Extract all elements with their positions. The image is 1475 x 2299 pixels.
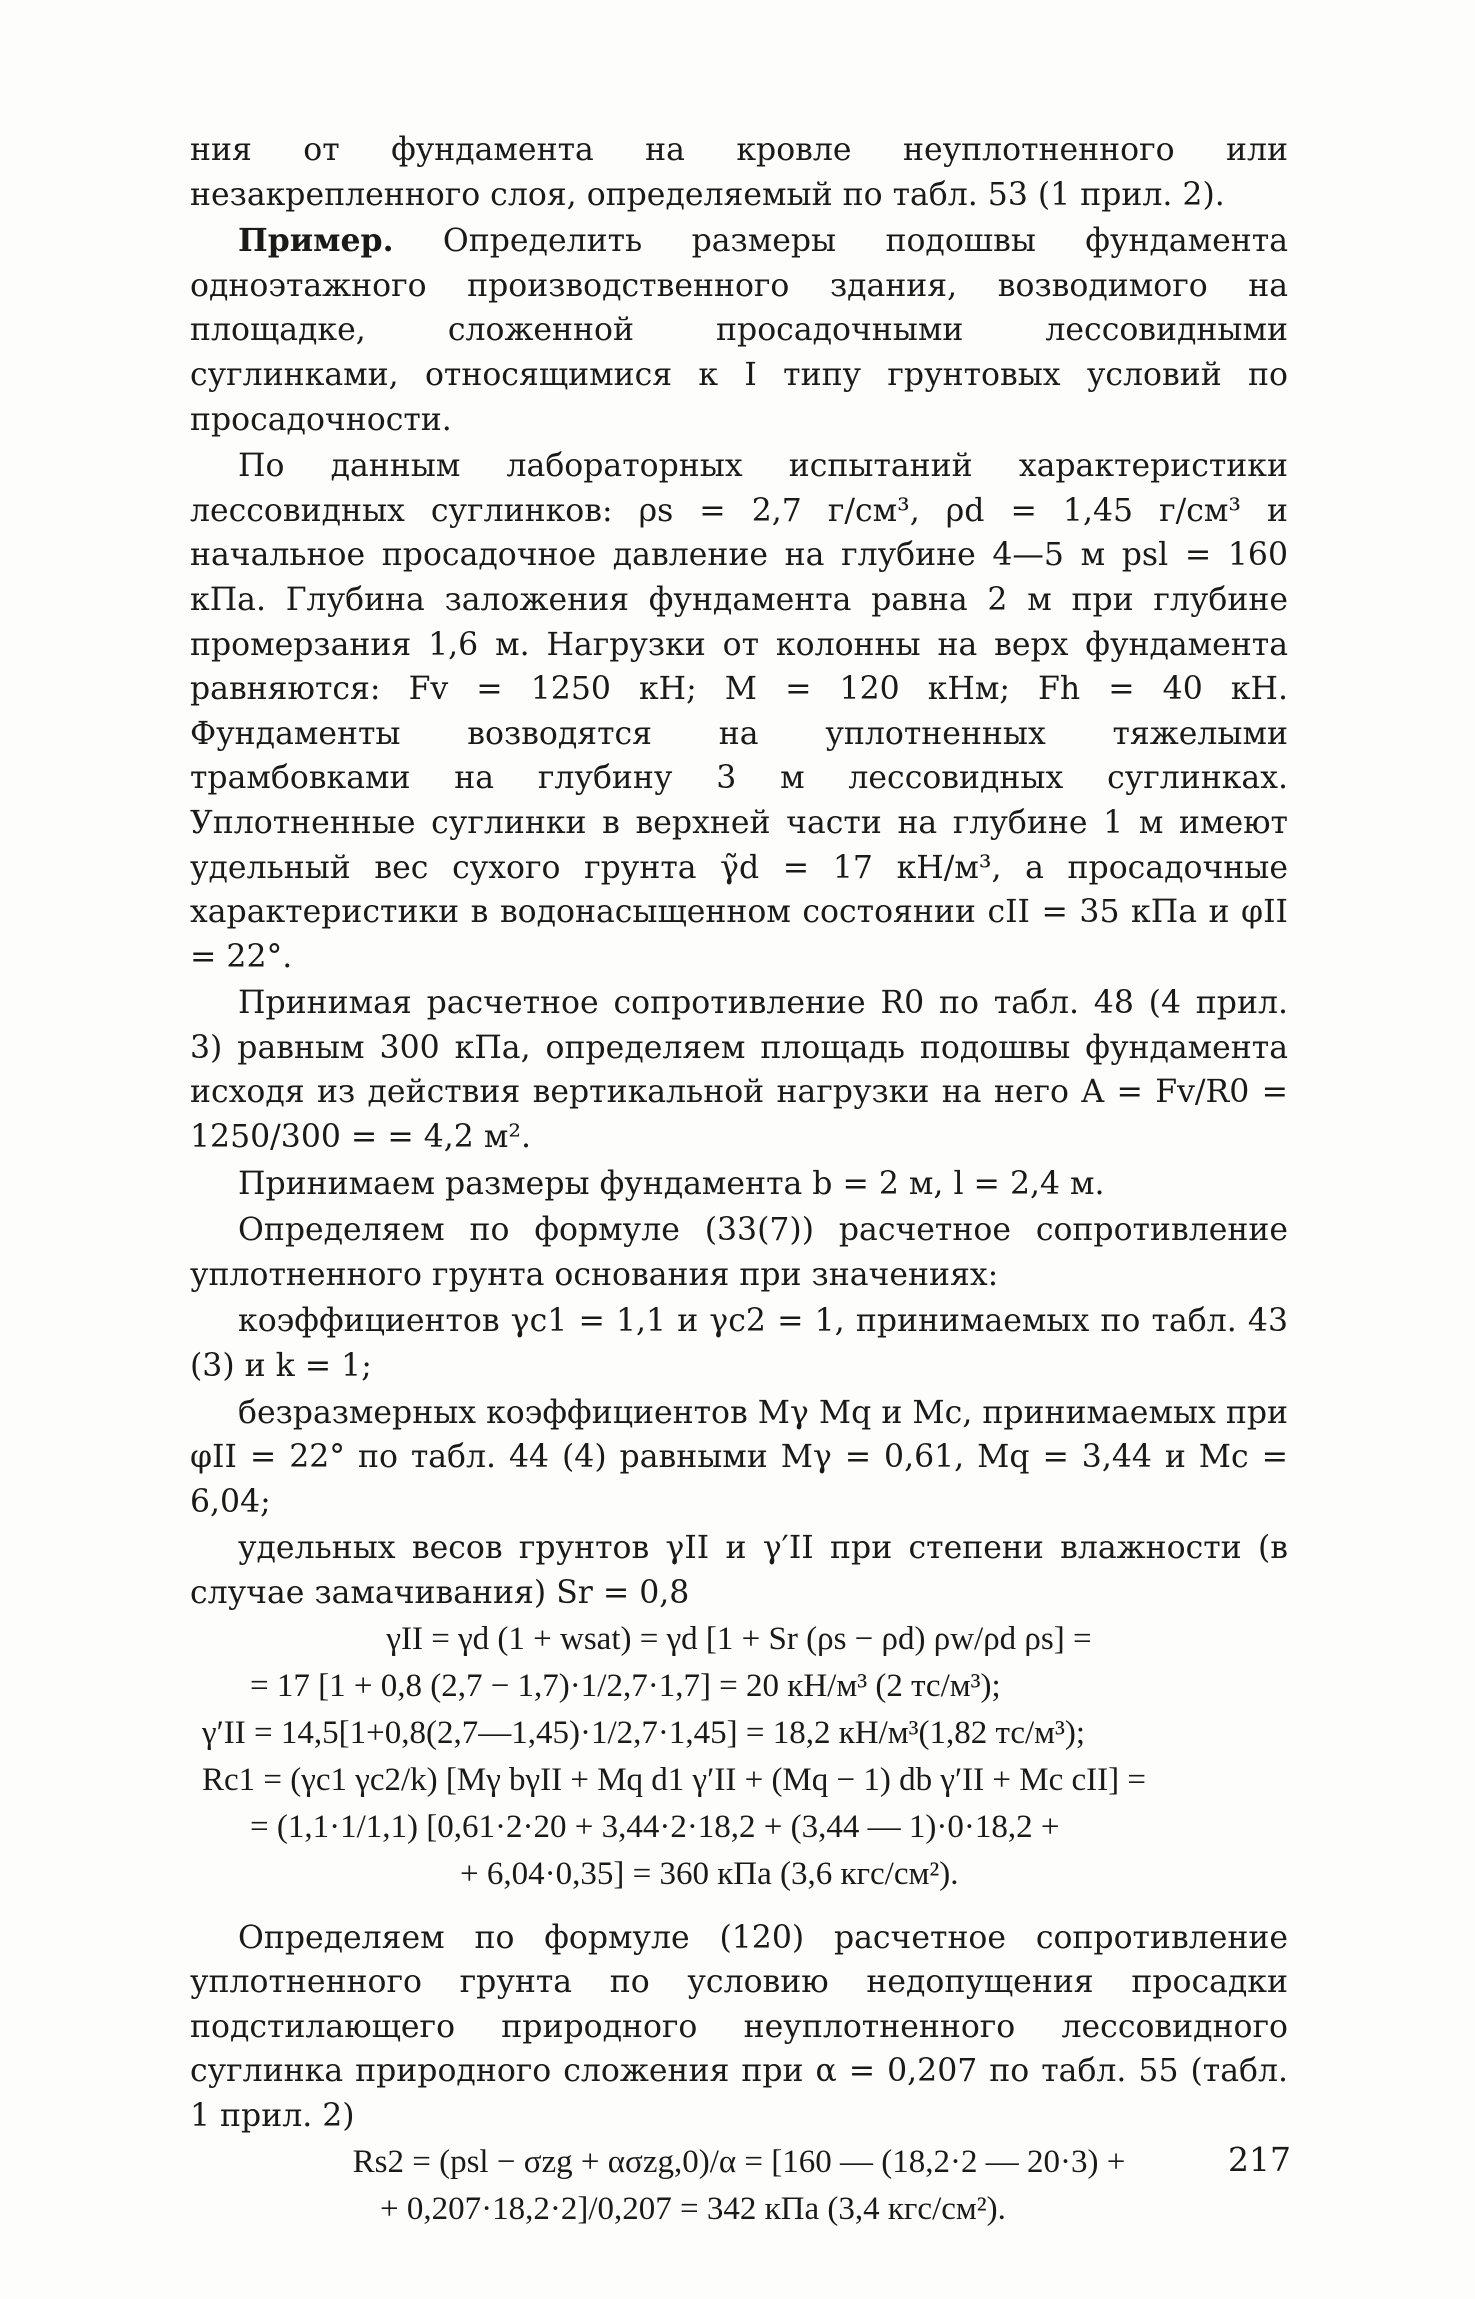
weights-paragraph: удельных весов грунтов γII и γ′II при степени влажности (в случае замачивания) Sr = 0,8 bbox=[190, 1530, 1288, 1611]
example-lead: Пример. bbox=[238, 222, 394, 260]
formula33-paragraph: Определяем по формуле (33(7)) расчетное сопротивление уплотненного грунта основания при значениях: bbox=[190, 1212, 1288, 1293]
continuation-paragraph: ния от фундамента на кровле неуплотненного или незакрепленного слоя, определяемый по табл. 53 (1 прил. 2). bbox=[190, 132, 1288, 213]
dimensions-paragraph: Принимаем размеры фундамента b = 2 м, l = 2,4 м. bbox=[238, 1165, 1105, 1202]
r0-paragraph: Принимая расчетное сопротивление R0 по табл. 48 (4 прил. 3) равным 300 кПа, определяем площадь подошвы фундамента исходя из действия вертикальной нагрузки на него A = Fv/R0 = 1250/300 = = 4,2 м². bbox=[190, 985, 1288, 1156]
formula-rs2-line1: Rs2 = (psl − σzg + ασzg,0)/α = [160 — (18,2·2 — 20·3) + bbox=[352, 2143, 1126, 2180]
formula-rs2-line2: + 0,207·18,2·2]/0,207 = 342 кПа (3,4 кгс/см²). bbox=[380, 2190, 1006, 2227]
example-text: Определить размеры подошвы фундамента одноэтажного производственного здания, возводимого на площадке, сложенной просадочными лессовидными суглинками, относящимися к I типу грунтовых условий по просадочности. bbox=[190, 223, 1288, 438]
formula120-paragraph: Определяем по формуле (120) расчетное сопротивление уплотненного грунта по условию недопущения просадки подстилающего природного неуплотненного лессовидного суглинка природного сложения при α = 0,207 по табл. 55 (табл. 1 прил. 2) bbox=[190, 1919, 1288, 2134]
formula-gamma-line2: = 17 [1 + 0,8 (2,7 − 1,7)·1/2,7·1,7] = 20 кН/м³ (2 тс/м³); bbox=[250, 1667, 1001, 1704]
lab-data-paragraph: По данным лабораторных испытаний характеристики лессовидных суглинков: ρs = 2,7 г/см³, ρd = 1,45 г/см³ и начальное просадочное давление на глубине 4—5 м psl = 160 кПа. Глубина заложения фундамента равна 2 м при глубине промерзания 1,6 м. Нагрузки от колонны на верх фундамента равняются: Fv = 1250 кН; M = 120 кНм; Fh = 40 кН. Фундаменты возводятся на уплотненных тяжелыми трамбовками на глубину 3 м лессовидных суглинках. Уплотненные суглинки в верхней части на глубине 1 м имеют удельный вес сухого грунта γ̃d = 17 кН/м³, а просадочные характеристики в водонасыщенном состоянии cII = 35 кПа и φII = 22°. bbox=[190, 448, 1288, 975]
formula-gamma-line1: γII = γd (1 + wsat) = γd [1 + Sr (ρs − ρd) ρw/ρd ρs] = bbox=[386, 1620, 1092, 1657]
spacer bbox=[190, 1898, 1288, 1916]
page-number: 217 bbox=[1228, 2140, 1291, 2179]
formula-gamma-prime: γ′II = 14,5[1+0,8(2,7—1,45)·1/2,7·1,45] = 18,2 кН/м³(1,82 тс/м³); bbox=[202, 1714, 1086, 1751]
formula-r1-line2: = (1,1·1/1,1) [0,61·2·20 + 3,44·2·18,2 + (3,44 — 1)·0·18,2 + bbox=[250, 1808, 1060, 1845]
formula-r1-line1: Rс1 = (γc1 γc2/k) [Mγ bγII + Mq d1 γ′II + (Mq − 1) db γ′II + Mc cII] = bbox=[202, 1761, 1146, 1798]
coefficients-paragraph: коэффициентов γc1 = 1,1 и γc2 = 1, принимаемых по табл. 43 (3) и k = 1; bbox=[190, 1303, 1288, 1385]
example-paragraph bbox=[190, 219, 1288, 442]
dimensionless-paragraph: безразмерных коэффициентов Mγ Mq и Mc, принимаемых при φII = 22° по табл. 44 (4) равными Mγ = 0,61, Mq = 3,44 и Mc = 6,04; bbox=[190, 1394, 1288, 1520]
text-block bbox=[190, 128, 1288, 2233]
formula-r1-line3: + 6,04·0,35] = 360 кПа (3,6 кгс/см²). bbox=[460, 1855, 959, 1892]
